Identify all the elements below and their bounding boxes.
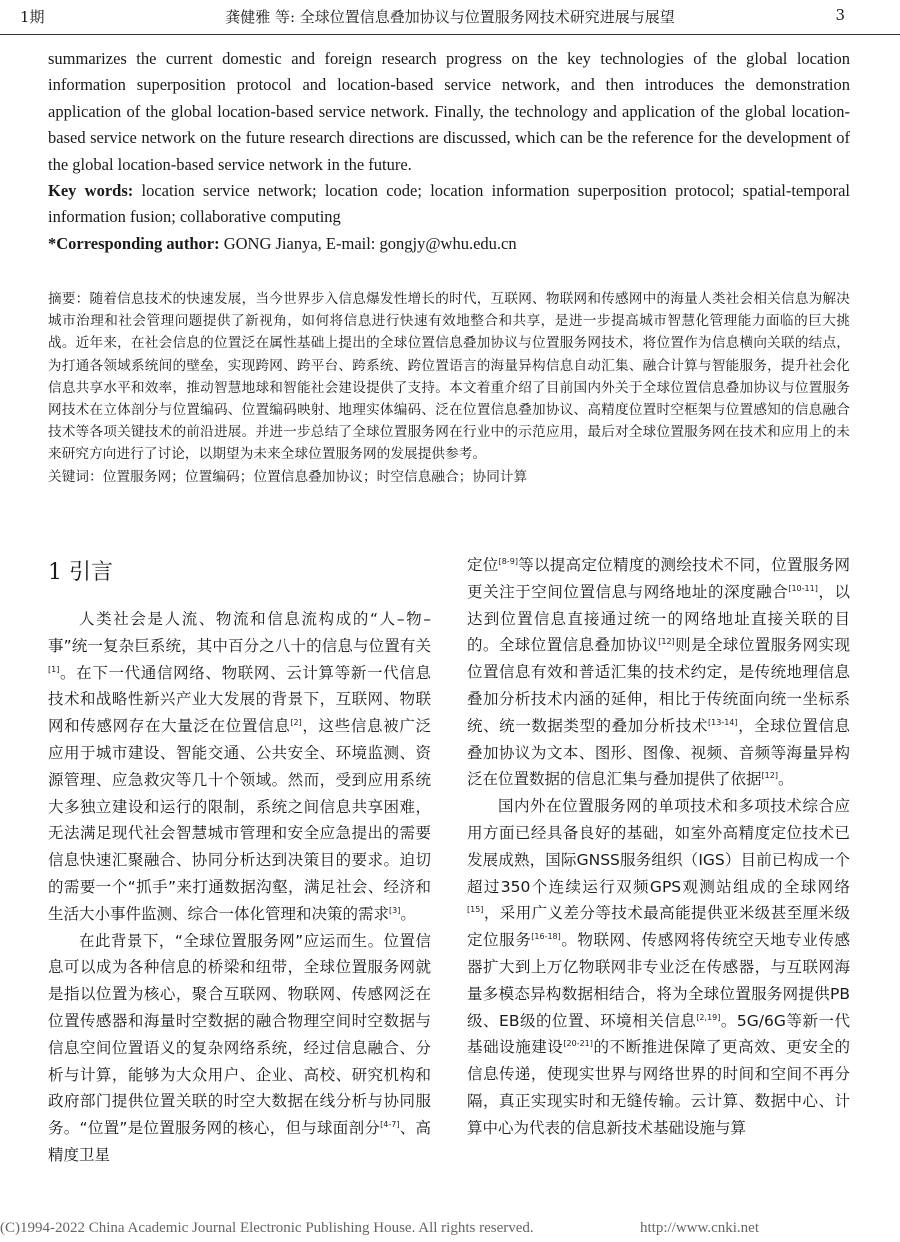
english-abstract-text: summarizes the current domestic and foreign research progress on the key technologies of the global location information superposition protocol and location-based service network, and then introduces the demonstration application of the global location-based service network. Finally, the technology and application of the global location-based service network on the future research directions are discussed, which can be the reference for the development of the global location-based service network in the future.: [48, 49, 850, 174]
keywords-text: location service network; location code; location information superposition protocol; spatial-temporal information fusion; collaborative computing: [48, 181, 850, 227]
citation: [12]: [658, 637, 675, 647]
citation: [16-18]: [531, 932, 561, 941]
citation: [2]: [290, 718, 302, 728]
paragraph-1: 人类社会是人流、物流和信息流构成的“人–物–事”统一复杂巨系统，其中百分之八十的信息与位置有关[1]。在下一代通信网络、物联网、云计算等新一代信息技术和战略性新兴产业大发展的背景下，互联网、物联网和传感网存在大量泛在位置信息[2]，这些信息被广泛应用于城市建设、智能交通、公共安全、环境监测、资源管理、应急救灾等几十个领域。然而，受到应用系统大多独立建设和运行的限制，系统之间信息共享困难，无法满足现代社会智慧城市管理和安全应急提出的需要信息快速汇聚融合、协同分析达到决策目的要求。迫切的需要一个“抓手”来打通数据沟壑，满足社会、经济和生活大小事件监测、综合一体化管理和决策的需求[3]。: [48, 610, 431, 923]
chinese-abstract-block: [48, 288, 850, 488]
paragraph-4: 国内外在位置服务网的单项技术和多项技术综合应用方面已经具备良好的基础，如室外高精度定位技术已发展成熟，国际GNSS服务组织（IGS）目前已构成一个超过350个连续运行双频GPS观测站组成的全球网络[15]，采用广义差分等技术最高能提供亚米级甚至厘米级定位服务[16-18]。物联网、传感网将传统空天地专业传感器扩大到上万亿物联网非专业泛在传感器，与互联网海量多模态异构数据相结合，将为全球位置服务网提供PB级、EB级的位置、环境相关信息[2,19]。5G/6G等新一代基础设施建设[20-21]的不断推进保障了更高效、更安全的信息传递，使现实世界与网络世界的时间和空间不再分隔，真正实现实时和无缝传输。云计算、数据中心、计算中心为代表的信息新技术基础设施与算: [467, 797, 851, 1137]
chinese-abstract-text: 摘要：随着信息技术的快速发展，当今世界步入信息爆发性增长的时代，互联网、物联网和传感网中的海量人类社会相关信息为解决城市治理和社会管理问题提供了新视角，如何将信息进行快速有效地整合和共享，是进一步提高城市智慧化管理能力面临的巨大挑战。近年来，在社会信息的位置泛在属性基础上提出的全球位置信息叠加协议与位置服务网技术，将位置作为信息横向关联的结点，为打通各领域系统间的壁垒，实现跨网、跨平台、跨系统、跨位置语言的海量异构信息自动汇集、融合计算与智能服务，提升社会化信息共享水平和效率，推动智慧地球和智能社会建设提供了支持。本文着重介绍了目前国内外关于全球位置信息叠加协议与位置服务网技术在立体剖分与位置编码、位置编码映射、地理实体编码、泛在位置信息叠加协议、高精度位置时空框架与位置感知的信息融合技术等各项关键技术的前沿进展。并进一步总结了全球位置服务网在行业中的示范应用，最后对全球位置服务网在技术和应用上的未来研究方向进行了讨论，以期望为未来全球位置服务网的发展提供参考。: [48, 291, 850, 463]
chinese-keywords: 关键词：位置服务网；位置编码；位置信息叠加协议；时空信息融合；协同计算: [48, 468, 528, 485]
issue-label: 1期: [20, 8, 45, 26]
english-abstract-block: [48, 46, 850, 257]
page-header: [0, 0, 900, 35]
left-column: [48, 552, 431, 1169]
corresponding-author: [48, 231, 850, 257]
running-title: 龚健雅 等: 全球位置信息叠加协议与位置服务网技术研究进展与展望: [225, 8, 675, 26]
paragraph-3: 定位[8-9]等以提高定位精度的测绘技术不同，位置服务网更关注于空间位置信息与网络地址的深度融合[10-11]，以达到位置信息直接通过统一的网络地址直接关联的目的。全球位置信息叠加协议[12]则是全球位置服务网实现位置信息有效和普适汇集的技术约定，是传统地理信息叠加分析技术内涵的延伸，相比于传统面向统一坐标系统、统一数据类型的叠加分析技术[13-14]，全球位置信息叠加协议为文本、图形、图像、视频、音频等海量异构泛在位置数据的信息汇集与叠加提供了依据[12]。: [467, 556, 850, 789]
citation: [13-14]: [708, 717, 738, 727]
citation: [3]: [389, 905, 401, 915]
page-footer: [0, 1220, 900, 1242]
footer-url: http://www.cnki.net: [640, 1220, 760, 1236]
english-keywords: [48, 178, 850, 231]
citation: [12]: [761, 771, 778, 781]
citation: [4-7]: [380, 1119, 400, 1129]
citation: [1]: [48, 664, 60, 674]
citation: [8-9]: [498, 556, 518, 566]
citation: [20-21]: [563, 1039, 593, 1049]
page-number: 3: [835, 6, 845, 24]
paragraph-2: 在此背景下，“全球位置服务网”应运而生。位置信息可以成为各种信息的桥梁和纽带，全球位置服务网就是指以位置为核心，聚合互联网、物联网、传感网泛在位置传感器和海量时空数据的融合物理空间时空数据与信息空间位置语义的复杂网络系统，经过信息融合、分析与计算，能够为大众用户、企业、高校、研究机构和政府部门提供位置关联的时空大数据在线分析与协同服务。“位置”是位置服务网的核心，但与球面剖分[4-7]、高精度卫星: [48, 931, 431, 1164]
section-title: 1 引言: [48, 560, 113, 585]
corresponding-label: *Corresponding author:: [48, 233, 220, 253]
citation: [10-11]: [788, 583, 818, 593]
corresponding-text: GONG Jianya, E-mail: gongjy@whu.edu.cn: [223, 233, 517, 253]
right-column: [467, 552, 850, 1142]
citation: [2,19]: [696, 1012, 721, 1022]
citation: [15]: [467, 905, 484, 915]
copyright-notice: (C)1994-2022 China Academic Journal Electronic Publishing House. All rights reserved.: [0, 1220, 534, 1236]
keywords-label: Key words:: [48, 181, 134, 201]
